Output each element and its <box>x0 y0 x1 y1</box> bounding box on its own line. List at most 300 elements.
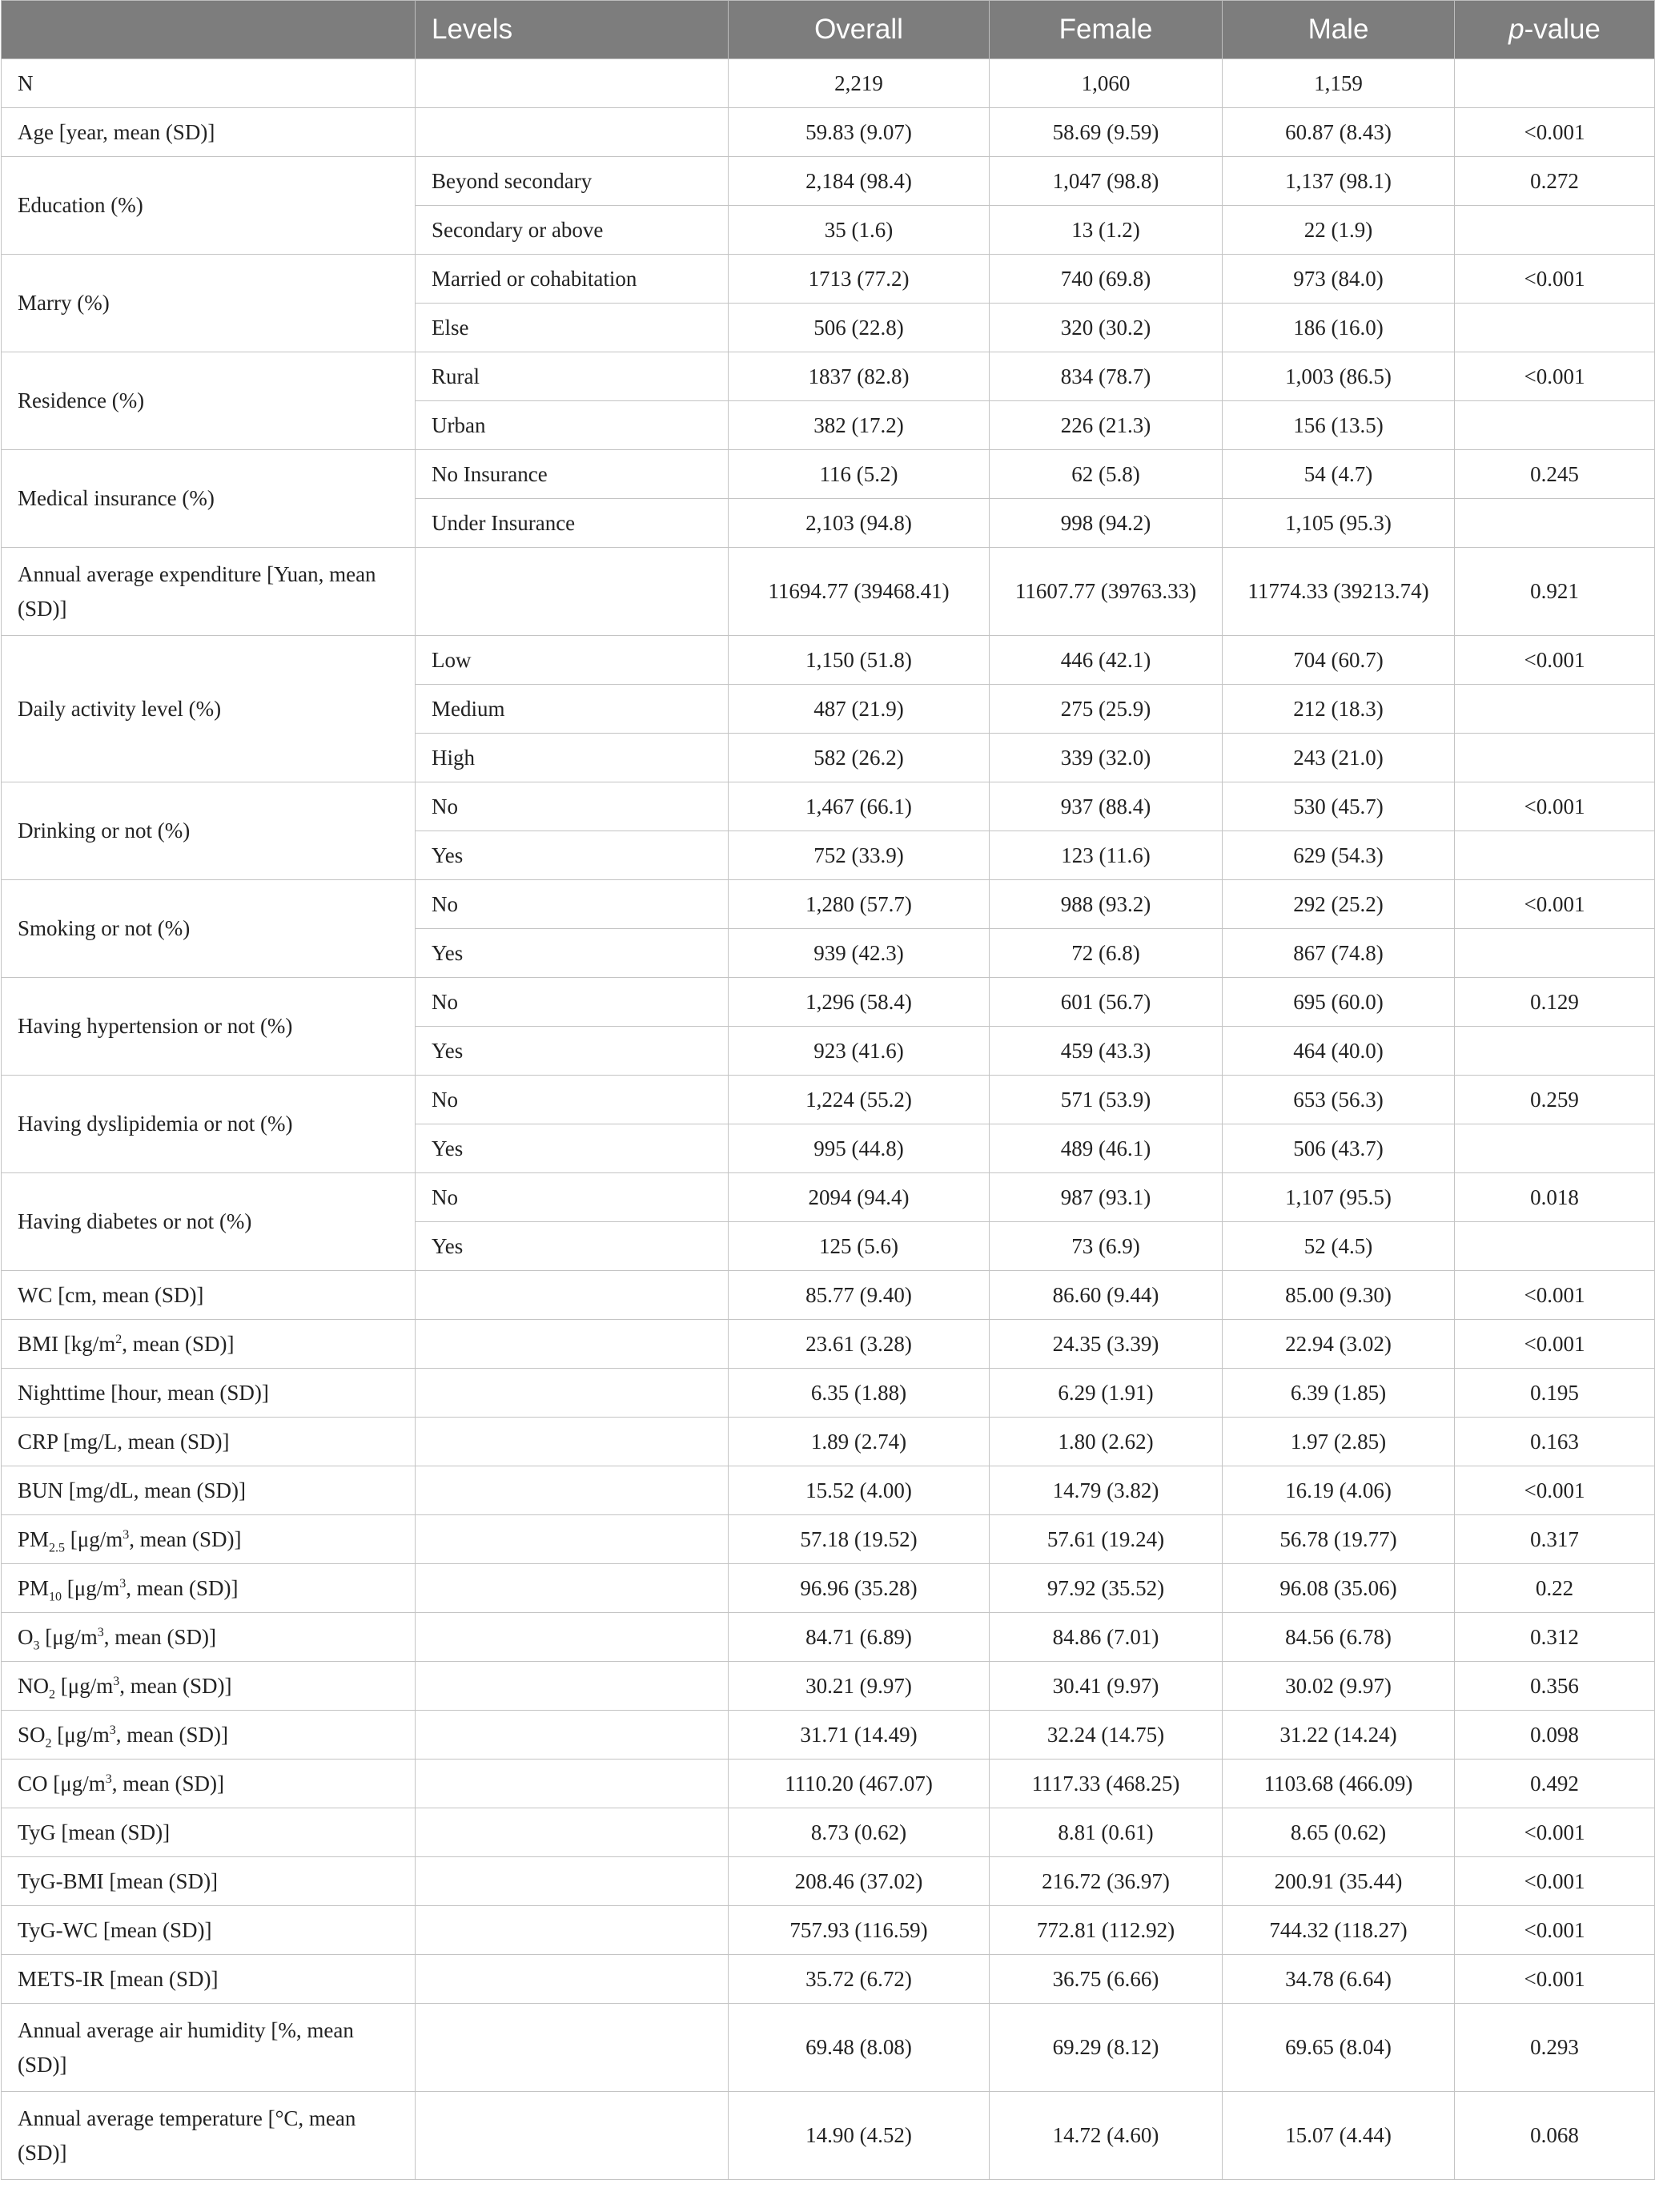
female-cell: 1,060 <box>990 59 1223 108</box>
level-cell: Else <box>416 304 729 352</box>
p-value-cell: <0.001 <box>1455 1271 1655 1320</box>
p-value-cell <box>1455 1124 1655 1173</box>
table-row <box>2 1466 1655 1515</box>
variable-cell: Marry (%) <box>2 255 416 352</box>
label-text: O <box>18 1624 34 1649</box>
male-cell: 867 (74.8) <box>1223 929 1455 978</box>
variable-cell: TyG [mean (SD)] <box>2 1808 416 1857</box>
p-value-cell <box>1455 304 1655 352</box>
male-cell: 31.22 (14.24) <box>1223 1711 1455 1760</box>
table-row <box>2 548 1655 636</box>
male-cell: 704 (60.7) <box>1223 636 1455 685</box>
level-cell: Medium <box>416 685 729 734</box>
female-cell: 8.81 (0.61) <box>990 1808 1223 1857</box>
overall-cell: 116 (5.2) <box>729 450 990 499</box>
label-text: BMI [kg/m <box>18 1331 116 1356</box>
male-cell: 212 (18.3) <box>1223 685 1455 734</box>
label-text: CO [μg/m <box>18 1771 106 1796</box>
overall-cell: 1713 (77.2) <box>729 255 990 304</box>
table-row <box>2 1369 1655 1418</box>
p-value-cell <box>1455 499 1655 548</box>
overall-cell: 96.96 (35.28) <box>729 1564 990 1613</box>
table-row <box>2 1564 1655 1613</box>
level-cell: Rural <box>416 352 729 401</box>
overall-cell: 11694.77 (39468.41) <box>729 548 990 636</box>
table-row <box>2 352 1655 401</box>
overall-cell: 506 (22.8) <box>729 304 990 352</box>
female-cell: 275 (25.9) <box>990 685 1223 734</box>
male-cell: 30.02 (9.97) <box>1223 1662 1455 1711</box>
variable-cell: Smoking or not (%) <box>2 880 416 978</box>
male-cell: 292 (25.2) <box>1223 880 1455 929</box>
level-cell <box>416 1906 729 1955</box>
label-text: , mean (SD)] <box>129 1526 242 1551</box>
male-cell: 530 (45.7) <box>1223 782 1455 831</box>
variable-cell: Having diabetes or not (%) <box>2 1173 416 1271</box>
female-cell: 14.79 (3.82) <box>990 1466 1223 1515</box>
female-cell: 123 (11.6) <box>990 831 1223 880</box>
label-text: PM <box>18 1575 50 1600</box>
p-value-cell <box>1455 685 1655 734</box>
level-cell: Yes <box>416 1124 729 1173</box>
male-cell: 744.32 (118.27) <box>1223 1906 1455 1955</box>
overall-cell: 15.52 (4.00) <box>729 1466 990 1515</box>
p-value-cell: <0.001 <box>1455 108 1655 157</box>
level-cell: Urban <box>416 401 729 450</box>
label-text: NO <box>18 1673 49 1698</box>
overall-cell: 1837 (82.8) <box>729 352 990 401</box>
label-text: , mean (SD)] <box>122 1331 235 1356</box>
p-value-cell: 0.018 <box>1455 1173 1655 1222</box>
variable-cell: Education (%) <box>2 157 416 255</box>
header-p-italic: p <box>1508 14 1524 45</box>
label-superscript: 2 <box>115 1332 123 1346</box>
label-text: [μg/m <box>55 1673 114 1698</box>
female-cell: 601 (56.7) <box>990 978 1223 1027</box>
table-row <box>2 108 1655 157</box>
overall-cell: 8.73 (0.62) <box>729 1808 990 1857</box>
p-value-cell: <0.001 <box>1455 636 1655 685</box>
table-row <box>2 1760 1655 1808</box>
overall-cell: 1,280 (57.7) <box>729 880 990 929</box>
female-cell: 987 (93.1) <box>990 1173 1223 1222</box>
label-subscript: 10 <box>49 1589 62 1603</box>
p-value-cell: 0.195 <box>1455 1369 1655 1418</box>
header-row <box>2 1 1655 59</box>
label-text: SO <box>18 1722 46 1747</box>
p-value-cell: 0.272 <box>1455 157 1655 206</box>
female-cell: 834 (78.7) <box>990 352 1223 401</box>
p-value-cell: <0.001 <box>1455 352 1655 401</box>
male-cell: 60.87 (8.43) <box>1223 108 1455 157</box>
male-cell: 6.39 (1.85) <box>1223 1369 1455 1418</box>
level-cell <box>416 1271 729 1320</box>
p-value-cell: <0.001 <box>1455 255 1655 304</box>
p-value-cell: 0.259 <box>1455 1076 1655 1124</box>
female-cell: 216.72 (36.97) <box>990 1857 1223 1906</box>
label-text: , mean (SD)] <box>126 1575 239 1600</box>
female-cell: 1,047 (98.8) <box>990 157 1223 206</box>
level-cell: Yes <box>416 831 729 880</box>
variable-cell: BUN [mg/dL, mean (SD)] <box>2 1466 416 1515</box>
male-cell: 96.08 (35.06) <box>1223 1564 1455 1613</box>
level-cell: Yes <box>416 1222 729 1271</box>
level-cell <box>416 59 729 108</box>
level-cell <box>416 1466 729 1515</box>
p-value-cell: <0.001 <box>1455 1466 1655 1515</box>
male-cell: 186 (16.0) <box>1223 304 1455 352</box>
p-value-cell: 0.921 <box>1455 548 1655 636</box>
female-cell: 998 (94.2) <box>990 499 1223 548</box>
female-cell: 86.60 (9.44) <box>990 1271 1223 1320</box>
p-value-cell <box>1455 206 1655 255</box>
label-text: , mean (SD)] <box>119 1673 232 1698</box>
table-row <box>2 1711 1655 1760</box>
table-row <box>2 1076 1655 1124</box>
label-superscript: 3 <box>97 1625 104 1639</box>
p-value-cell <box>1455 401 1655 450</box>
variable-cell: Nighttime [hour, mean (SD)] <box>2 1369 416 1418</box>
overall-cell: 69.48 (8.08) <box>729 2004 990 2092</box>
female-cell: 57.61 (19.24) <box>990 1515 1223 1564</box>
variable-cell: CRP [mg/L, mean (SD)] <box>2 1418 416 1466</box>
table-row <box>2 2092 1655 2180</box>
male-cell: 69.65 (8.04) <box>1223 2004 1455 2092</box>
variable-cell <box>2 1320 416 1369</box>
variable-cell <box>2 1662 416 1711</box>
variable-cell <box>2 1760 416 1808</box>
table-row <box>2 255 1655 304</box>
label-text: PM <box>18 1526 50 1551</box>
male-cell: 653 (56.3) <box>1223 1076 1455 1124</box>
p-value-cell: 0.293 <box>1455 2004 1655 2092</box>
male-cell: 85.00 (9.30) <box>1223 1271 1455 1320</box>
overall-cell: 382 (17.2) <box>729 401 990 450</box>
level-cell: Beyond secondary <box>416 157 729 206</box>
variable-cell: Medical insurance (%) <box>2 450 416 548</box>
male-cell: 156 (13.5) <box>1223 401 1455 450</box>
label-text: [μg/m <box>65 1526 123 1551</box>
overall-cell: 939 (42.3) <box>729 929 990 978</box>
variable-cell: WC [cm, mean (SD)] <box>2 1271 416 1320</box>
variable-cell: Residence (%) <box>2 352 416 450</box>
level-cell <box>416 548 729 636</box>
overall-cell: 84.71 (6.89) <box>729 1613 990 1662</box>
overall-cell: 1,224 (55.2) <box>729 1076 990 1124</box>
level-cell <box>416 1564 729 1613</box>
variable-cell: N <box>2 59 416 108</box>
p-value-cell <box>1455 59 1655 108</box>
p-value-cell: <0.001 <box>1455 1808 1655 1857</box>
level-cell <box>416 1418 729 1466</box>
variable-cell: Annual average expenditure [Yuan, mean (SD)] <box>2 548 416 636</box>
overall-cell: 125 (5.6) <box>729 1222 990 1271</box>
male-cell: 506 (43.7) <box>1223 1124 1455 1173</box>
overall-cell: 487 (21.9) <box>729 685 990 734</box>
variable-cell <box>2 1613 416 1662</box>
overall-cell: 923 (41.6) <box>729 1027 990 1076</box>
male-cell: 1,159 <box>1223 59 1455 108</box>
level-cell: No Insurance <box>416 450 729 499</box>
overall-cell: 6.35 (1.88) <box>729 1369 990 1418</box>
header-variable <box>2 1 416 59</box>
level-cell <box>416 1760 729 1808</box>
level-cell <box>416 108 729 157</box>
male-cell: 629 (54.3) <box>1223 831 1455 880</box>
variable-cell: TyG-WC [mean (SD)] <box>2 1906 416 1955</box>
label-subscript: 2.5 <box>49 1540 66 1554</box>
level-cell <box>416 1808 729 1857</box>
overall-cell: 35.72 (6.72) <box>729 1955 990 2004</box>
female-cell: 13 (1.2) <box>990 206 1223 255</box>
female-cell: 14.72 (4.60) <box>990 2092 1223 2180</box>
table-row <box>2 978 1655 1027</box>
female-cell: 24.35 (3.39) <box>990 1320 1223 1369</box>
male-cell: 16.19 (4.06) <box>1223 1466 1455 1515</box>
table-row <box>2 1613 1655 1662</box>
p-value-cell: 0.317 <box>1455 1515 1655 1564</box>
female-cell: 73 (6.9) <box>990 1222 1223 1271</box>
p-value-cell: <0.001 <box>1455 1857 1655 1906</box>
overall-cell: 85.77 (9.40) <box>729 1271 990 1320</box>
table-row <box>2 1955 1655 2004</box>
overall-cell: 2,219 <box>729 59 990 108</box>
table-row <box>2 1320 1655 1369</box>
overall-cell: 1,296 (58.4) <box>729 978 990 1027</box>
p-value-cell: 0.356 <box>1455 1662 1655 1711</box>
male-cell: 54 (4.7) <box>1223 450 1455 499</box>
overall-cell: 208.46 (37.02) <box>729 1857 990 1906</box>
female-cell: 1117.33 (468.25) <box>990 1760 1223 1808</box>
level-cell <box>416 1515 729 1564</box>
table-row <box>2 880 1655 929</box>
overall-cell: 57.18 (19.52) <box>729 1515 990 1564</box>
male-cell: 200.91 (35.44) <box>1223 1857 1455 1906</box>
level-cell: No <box>416 1173 729 1222</box>
overall-cell: 1110.20 (467.07) <box>729 1760 990 1808</box>
label-text: , mean (SD)] <box>115 1722 228 1747</box>
overall-cell: 2,184 (98.4) <box>729 157 990 206</box>
male-cell: 1.97 (2.85) <box>1223 1418 1455 1466</box>
variable-cell: Daily activity level (%) <box>2 636 416 782</box>
female-cell: 571 (53.9) <box>990 1076 1223 1124</box>
table-row <box>2 636 1655 685</box>
p-value-cell: <0.001 <box>1455 1320 1655 1369</box>
female-cell: 32.24 (14.75) <box>990 1711 1223 1760</box>
variable-cell: Drinking or not (%) <box>2 782 416 880</box>
p-value-cell: 0.098 <box>1455 1711 1655 1760</box>
header-male: Male <box>1223 1 1455 59</box>
label-text: , mean (SD)] <box>111 1771 224 1796</box>
header-p-suffix: -value <box>1524 14 1601 45</box>
p-value-cell: <0.001 <box>1455 1955 1655 2004</box>
level-cell: Secondary or above <box>416 206 729 255</box>
female-cell: 58.69 (9.59) <box>990 108 1223 157</box>
variable-cell: Annual average temperature [°C, mean (SD)] <box>2 2092 416 2180</box>
variable-cell: Having hypertension or not (%) <box>2 978 416 1076</box>
table-row <box>2 1515 1655 1564</box>
p-value-cell <box>1455 831 1655 880</box>
p-value-cell: 0.22 <box>1455 1564 1655 1613</box>
table-row <box>2 2004 1655 2092</box>
label-superscript: 3 <box>119 1576 127 1591</box>
variable-cell: Age [year, mean (SD)] <box>2 108 416 157</box>
level-cell <box>416 1711 729 1760</box>
table-row <box>2 1662 1655 1711</box>
variable-cell: Having dyslipidemia or not (%) <box>2 1076 416 1173</box>
p-value-cell: <0.001 <box>1455 1906 1655 1955</box>
p-value-cell: 0.312 <box>1455 1613 1655 1662</box>
table-row <box>2 1418 1655 1466</box>
variable-cell <box>2 1515 416 1564</box>
variable-cell <box>2 1564 416 1613</box>
female-cell: 226 (21.3) <box>990 401 1223 450</box>
level-cell: Yes <box>416 1027 729 1076</box>
p-value-cell: 0.163 <box>1455 1418 1655 1466</box>
table-row <box>2 1857 1655 1906</box>
table-row <box>2 1808 1655 1857</box>
characteristics-table <box>1 0 1655 2180</box>
level-cell: Under Insurance <box>416 499 729 548</box>
table-row <box>2 59 1655 108</box>
male-cell: 1,003 (86.5) <box>1223 352 1455 401</box>
variable-cell: TyG-BMI [mean (SD)] <box>2 1857 416 1906</box>
male-cell: 1103.68 (466.09) <box>1223 1760 1455 1808</box>
female-cell: 30.41 (9.97) <box>990 1662 1223 1711</box>
overall-cell: 59.83 (9.07) <box>729 108 990 157</box>
male-cell: 15.07 (4.44) <box>1223 2092 1455 2180</box>
p-value-cell: 0.492 <box>1455 1760 1655 1808</box>
table-row <box>2 1906 1655 1955</box>
female-cell: 740 (69.8) <box>990 255 1223 304</box>
p-value-cell <box>1455 1027 1655 1076</box>
overall-cell: 757.93 (116.59) <box>729 1906 990 1955</box>
male-cell: 1,105 (95.3) <box>1223 499 1455 548</box>
male-cell: 56.78 (19.77) <box>1223 1515 1455 1564</box>
label-superscript: 3 <box>105 1772 112 1786</box>
male-cell: 695 (60.0) <box>1223 978 1455 1027</box>
level-cell <box>416 1662 729 1711</box>
label-superscript: 3 <box>109 1723 116 1737</box>
variable-cell: METS-IR [mean (SD)] <box>2 1955 416 2004</box>
female-cell: 84.86 (7.01) <box>990 1613 1223 1662</box>
overall-cell: 30.21 (9.97) <box>729 1662 990 1711</box>
p-value-cell: <0.001 <box>1455 782 1655 831</box>
header-levels: Levels <box>416 1 729 59</box>
female-cell: 11607.77 (39763.33) <box>990 548 1223 636</box>
level-cell <box>416 1613 729 1662</box>
male-cell: 1,137 (98.1) <box>1223 157 1455 206</box>
level-cell: No <box>416 978 729 1027</box>
female-cell: 988 (93.2) <box>990 880 1223 929</box>
p-value-cell <box>1455 929 1655 978</box>
header-overall: Overall <box>729 1 990 59</box>
female-cell: 1.80 (2.62) <box>990 1418 1223 1466</box>
table-row <box>2 157 1655 206</box>
level-cell <box>416 1369 729 1418</box>
p-value-cell <box>1455 734 1655 782</box>
p-value-cell: 0.245 <box>1455 450 1655 499</box>
label-subscript: 3 <box>33 1638 40 1652</box>
variable-cell: Annual average air humidity [%, mean (SD)] <box>2 2004 416 2092</box>
male-cell: 22.94 (3.02) <box>1223 1320 1455 1369</box>
level-cell: Yes <box>416 929 729 978</box>
female-cell: 97.92 (35.52) <box>990 1564 1223 1613</box>
label-subscript: 2 <box>45 1735 52 1750</box>
p-value-cell: 0.129 <box>1455 978 1655 1027</box>
p-value-cell <box>1455 1222 1655 1271</box>
female-cell: 62 (5.8) <box>990 450 1223 499</box>
level-cell: No <box>416 880 729 929</box>
table-row <box>2 450 1655 499</box>
level-cell: No <box>416 1076 729 1124</box>
header-p-value <box>1455 1 1655 59</box>
female-cell: 36.75 (6.66) <box>990 1955 1223 2004</box>
variable-cell <box>2 1711 416 1760</box>
label-superscript: 3 <box>113 1674 120 1688</box>
female-cell: 339 (32.0) <box>990 734 1223 782</box>
header-female: Female <box>990 1 1223 59</box>
level-cell: Low <box>416 636 729 685</box>
label-text: [μg/m <box>62 1575 120 1600</box>
female-cell: 446 (42.1) <box>990 636 1223 685</box>
female-cell: 6.29 (1.91) <box>990 1369 1223 1418</box>
overall-cell: 14.90 (4.52) <box>729 2092 990 2180</box>
level-cell <box>416 2092 729 2180</box>
overall-cell: 2,103 (94.8) <box>729 499 990 548</box>
female-cell: 320 (30.2) <box>990 304 1223 352</box>
table-row <box>2 782 1655 831</box>
label-text: , mean (SD)] <box>103 1624 216 1649</box>
level-cell: High <box>416 734 729 782</box>
overall-cell: 31.71 (14.49) <box>729 1711 990 1760</box>
male-cell: 34.78 (6.64) <box>1223 1955 1455 2004</box>
female-cell: 772.81 (112.92) <box>990 1906 1223 1955</box>
female-cell: 459 (43.3) <box>990 1027 1223 1076</box>
overall-cell: 1,467 (66.1) <box>729 782 990 831</box>
level-cell: No <box>416 782 729 831</box>
label-superscript: 3 <box>123 1527 130 1542</box>
male-cell: 1,107 (95.5) <box>1223 1173 1455 1222</box>
male-cell: 11774.33 (39213.74) <box>1223 548 1455 636</box>
overall-cell: 23.61 (3.28) <box>729 1320 990 1369</box>
female-cell: 489 (46.1) <box>990 1124 1223 1173</box>
female-cell: 72 (6.8) <box>990 929 1223 978</box>
overall-cell: 2094 (94.4) <box>729 1173 990 1222</box>
overall-cell: 1.89 (2.74) <box>729 1418 990 1466</box>
male-cell: 22 (1.9) <box>1223 206 1455 255</box>
table-row <box>2 1173 1655 1222</box>
p-value-cell: 0.068 <box>1455 2092 1655 2180</box>
level-cell: Married or cohabitation <box>416 255 729 304</box>
male-cell: 464 (40.0) <box>1223 1027 1455 1076</box>
level-cell <box>416 2004 729 2092</box>
overall-cell: 995 (44.8) <box>729 1124 990 1173</box>
overall-cell: 752 (33.9) <box>729 831 990 880</box>
male-cell: 8.65 (0.62) <box>1223 1808 1455 1857</box>
p-value-cell: <0.001 <box>1455 880 1655 929</box>
label-text: [μg/m <box>39 1624 98 1649</box>
female-cell: 937 (88.4) <box>990 782 1223 831</box>
overall-cell: 35 (1.6) <box>729 206 990 255</box>
overall-cell: 582 (26.2) <box>729 734 990 782</box>
table-row <box>2 1271 1655 1320</box>
male-cell: 84.56 (6.78) <box>1223 1613 1455 1662</box>
male-cell: 52 (4.5) <box>1223 1222 1455 1271</box>
male-cell: 973 (84.0) <box>1223 255 1455 304</box>
label-text: [μg/m <box>51 1722 110 1747</box>
level-cell <box>416 1955 729 2004</box>
